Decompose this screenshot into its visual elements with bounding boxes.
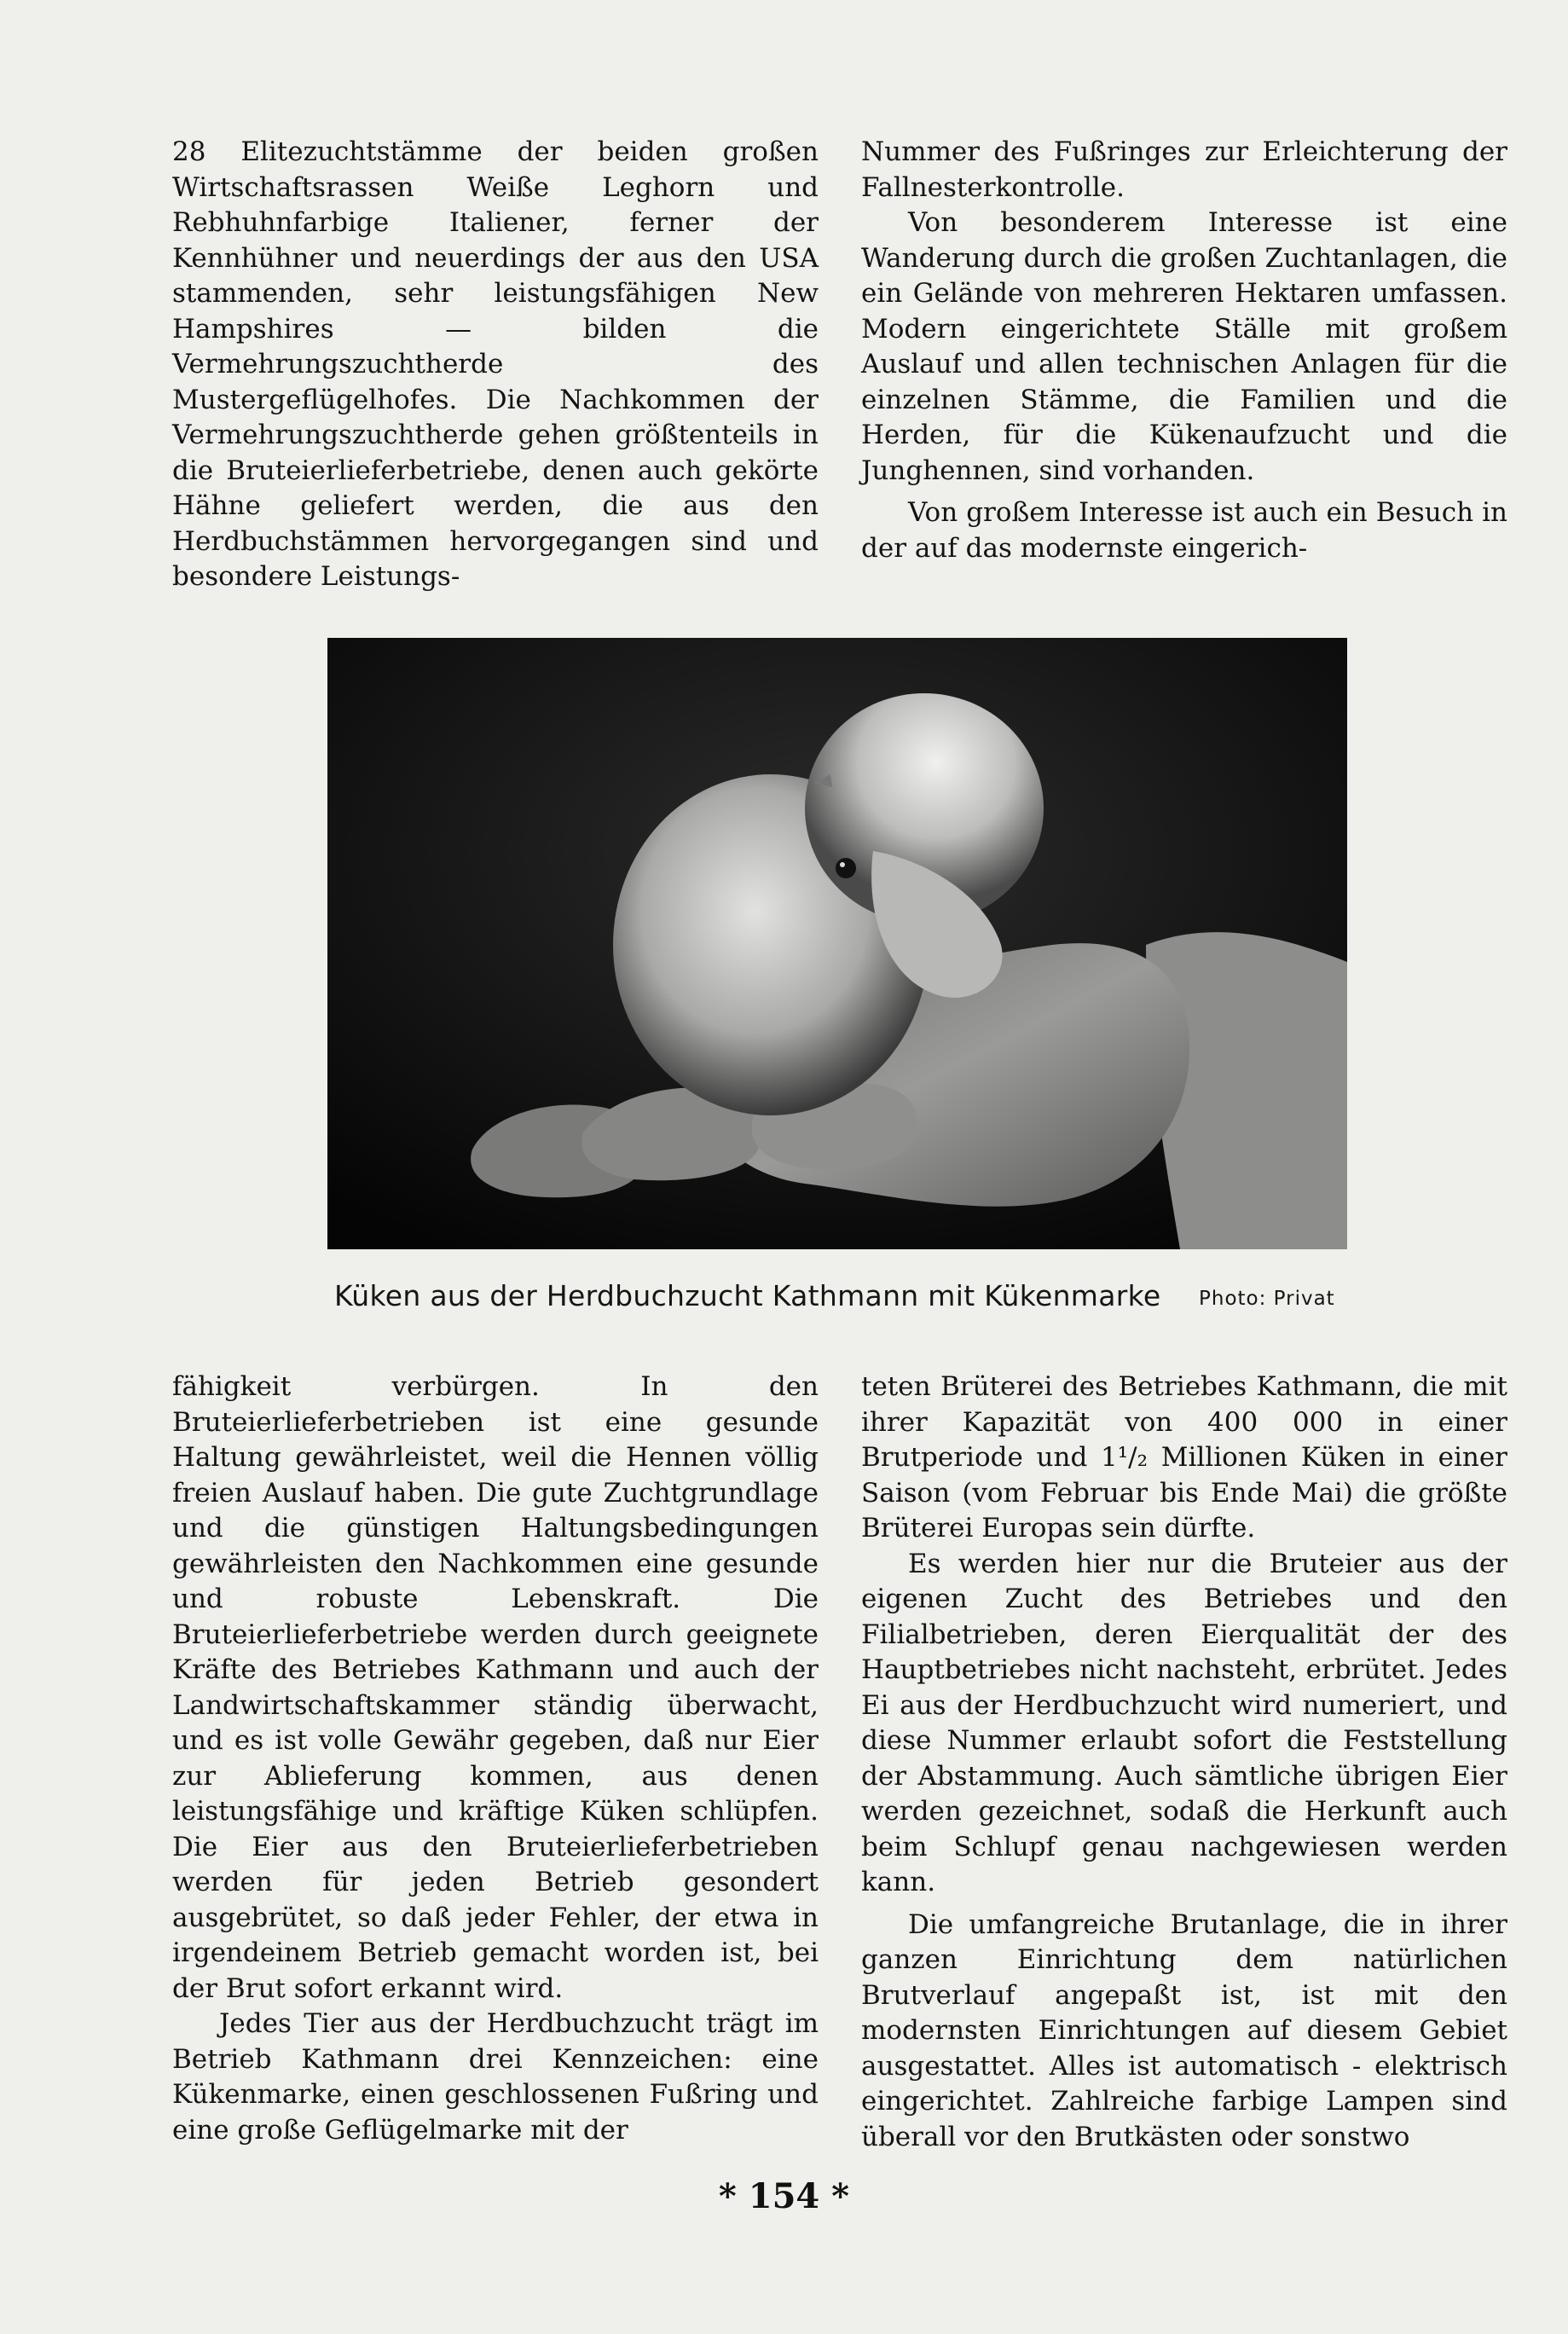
chick-photo (327, 638, 1347, 1249)
paragraph: 28 Elitezuchtstämme der beiden großen Wirtschaftsrassen Weiße Leghorn und Rebhuhnfarbige Italiener, ferner der Kennhühner und neuerdings der aus den USA stammenden, sehr leistungsfähigen New Hampshires — bilden die Vermehrungszuchtherde des Mustergeflügelhofes. Die Nachkommen der Vermehrungszuchtherde gehen größtenteils in die Bruteierlieferbetriebe, denen auch gekörte Hähne geliefert werden, die aus den Herdbuchstämmen hervorgegangen sind und besondere Leistungs- (172, 136, 819, 592)
paragraph: Es werden hier nur die Bruteier aus der eigenen Zucht des Betriebes und den Filialbetrieben, deren Eierqualität der des Hauptbetriebes nicht nachsteht, erbrütet. Jedes Ei aus der Herdbuchzucht wird numeriert, und diese Nummer erlaubt sofort die Feststellung der Abstammung. Auch sämtliche übrigen Eier werden gezeichnet, sodaß die Herkunft auch beim Schlupf genau nachgewiesen werden kann. (861, 1548, 1507, 1897)
text-column-bottom-left (172, 1370, 819, 2148)
paragraph: Von besonderem Interesse ist eine Wanderung durch die großen Zuchtanlagen, die ein Gelände von mehreren Hektaren umfassen. Modern eingerichtete Ställe mit großem Auslauf und allen technischen Anlagen für die einzelnen Stämme, die Familien und die Herden, für die Kükenaufzucht und die Junghennen, sind vorhanden. (861, 207, 1507, 486)
paragraph: teten Brüterei des Betriebes Kathmann, die mit ihrer Kapazität von 400 000 in einer Brutperiode und 1¹/₂ Millionen Küken in einer Saison (vom Februar bis Ende Mai) die größte Brüterei Europas sein dürfte. (861, 1371, 1507, 1543)
figure-caption: Küken aus der Herdbuchzucht Kathmann mit Kükenmarke (334, 1279, 1161, 1312)
paragraph: fähigkeit verbürgen. In den Bruteierlieferbetrieben ist eine gesunde Haltung gewährleistet, weil die Hennen völlig freien Auslauf haben. Die gute Zuchtgrundlage und die günstigen Haltungsbedingungen gewährleisten den Nachkommen eine gesunde und robuste Lebenskraft. Die Bruteierlieferbetriebe werden durch geeignete Kräfte des Betriebes Kathmann und auch der Landwirtschaftskammer ständig überwacht, und es ist volle Gewähr gegeben, daß nur Eier zur Ablieferung kommen, aus denen leistungsfähige und kräftige Küken schlüpfen. Die Eier aus den Bruteierlieferbetrieben werden für jeden Betrieb gesondert ausgebrütet, so daß jeder Fehler, der etwa in irgendeinem Betrieb gemacht worden ist, bei der Brut sofort erkannt wird. (172, 1371, 819, 2004)
text-column-bottom-right (861, 1370, 1507, 2155)
paragraph: Nummer des Fußringes zur Erleichterung der Fallnesterkontrolle. (861, 136, 1507, 203)
photo-credit: Photo: Privat (1199, 1288, 1335, 1310)
paragraph: Von großem Interesse ist auch ein Besuch in der auf das modernste eingerich- (861, 497, 1507, 564)
page-number: * 154 * (718, 2176, 850, 2216)
chicks-in-hand-illustration (327, 638, 1347, 1249)
text-column-top-right (861, 135, 1507, 566)
paragraph: Die umfangreiche Brutanlage, die in ihrer ganzen Einrichtung dem natürlichen Brutverlauf angepaßt ist, ist mit den modernsten Einrichtungen auf diesem Gebiet ausgestattet. Alles ist automatisch - elektrisch eingerichtet. Zahlreiche farbige Lampen sind überall vor den Brutkästen oder sonstwo (861, 1908, 1507, 2152)
paragraph: Jedes Tier aus der Herdbuchzucht trägt im Betrieb Kathmann drei Kennzeichen: eine Kükenmarke, einen geschlossenen Fußring und eine große Geflügelmarke mit der (172, 2008, 819, 2146)
text-column-top-left (172, 135, 819, 595)
